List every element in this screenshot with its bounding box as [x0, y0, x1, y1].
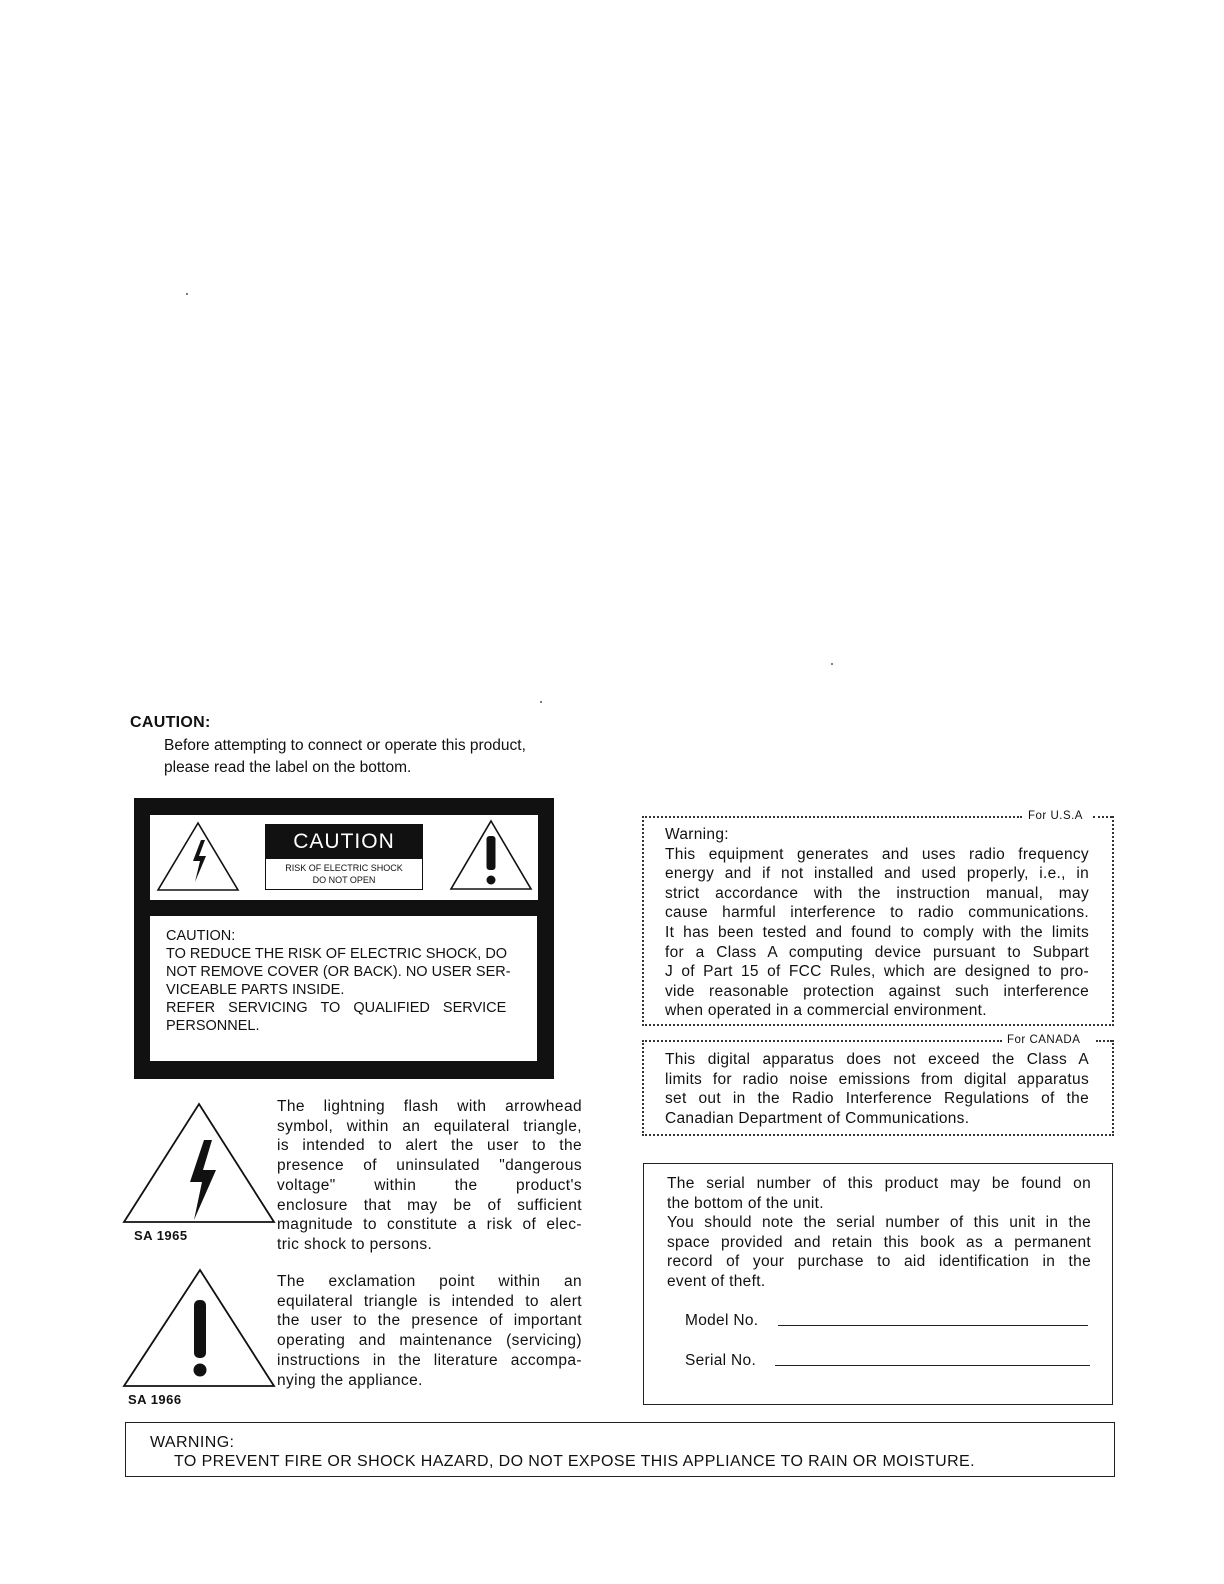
description-line: operating and maintenance (servicing): [277, 1332, 582, 1350]
notice-line: for a Class A computing device pursuant to Subpart: [665, 943, 1089, 961]
serial-text-line: the bottom of the unit.: [667, 1194, 824, 1212]
label-text-line: PERSONNEL.: [166, 1018, 260, 1034]
canada-tag: For CANADA: [1004, 1034, 1083, 1046]
caution-badge-line: RISK OF ELECTRIC SHOCK: [285, 863, 403, 873]
description-line: symbol, within an equilateral triangle,: [277, 1117, 582, 1135]
dotted-border: [1096, 1040, 1112, 1042]
model-number-field: [778, 1325, 1088, 1326]
usa-tag: For U.S.A: [1025, 810, 1086, 822]
label-text-line: TO REDUCE THE RISK OF ELECTRIC SHOCK, DO: [166, 946, 508, 962]
caution-badge: [265, 824, 423, 890]
top-caution-text-line: Before attempting to connect or operate this product,: [164, 737, 526, 754]
canada-notice-text: [665, 1050, 1089, 1128]
label-text-line: CAUTION:: [166, 928, 236, 944]
usa-notice-text: [665, 825, 1089, 1021]
dotted-border: [642, 816, 1022, 818]
notice-line: Warning:: [665, 826, 729, 843]
serial-number-label: Serial No.: [685, 1352, 757, 1369]
serial-text-line: event of theft.: [667, 1272, 766, 1290]
caution-label-text: [166, 927, 524, 1035]
notice-line: This equipment generates and uses radio frequency: [665, 845, 1089, 863]
top-caution-title: CAUTION:: [130, 714, 211, 731]
serial-text-line: space provided and retain this book as a permanent: [667, 1233, 1091, 1251]
description-line: The lightning flash with arrowhead: [277, 1098, 582, 1115]
notice-line: strict accordance with the instruction manual, may: [665, 884, 1089, 902]
description-line: the user to the presence of important: [277, 1312, 582, 1330]
serial-text-line: The serial number of this product may be found on: [667, 1175, 1091, 1192]
notice-line: energy and if not installed and used properly, i.e., in: [665, 865, 1089, 883]
scan-speck: [831, 663, 833, 665]
warning-title: WARNING:: [150, 1434, 235, 1451]
exclamation-symbol-icon: [118, 1266, 278, 1392]
dotted-border: [1093, 816, 1112, 818]
serial-text-line: You should note the serial number of this unit in the: [667, 1214, 1091, 1232]
description-line: equilateral triangle is intended to alert: [277, 1292, 582, 1310]
top-caution-text-line: please read the label on the bottom.: [164, 759, 412, 776]
description-line: voltage" within the product's: [277, 1176, 582, 1194]
notice-line: It has been tested and found to comply with the limits: [665, 923, 1089, 941]
notice-line: J of Part 15 of FCC Rules, which are designed to pro-: [665, 963, 1089, 981]
warning-text: TO PREVENT FIRE OR SHOCK HAZARD, DO NOT EXPOSE THIS APPLIANCE TO RAIN OR MOISTURE.: [174, 1453, 975, 1470]
serial-number-field: [775, 1365, 1090, 1366]
dotted-border: [642, 1040, 1002, 1042]
notice-line: vide reasonable protection against such interference: [665, 982, 1089, 1000]
lightning-symbol-code: SA 1965: [134, 1228, 188, 1243]
notice-line: This digital apparatus does not exceed the Class A: [665, 1051, 1089, 1068]
notice-line: when operated in a commercial environment.: [665, 1002, 987, 1020]
label-text-line: REFER SERVICING TO QUALIFIED SERVICE: [166, 1000, 507, 1016]
caution-badge-line: DO NOT OPEN: [312, 875, 376, 885]
description-line: tric shock to persons.: [277, 1235, 433, 1253]
exclamation-symbol-description: [277, 1272, 582, 1390]
notice-line: set out in the Radio Interference Regulations of the: [665, 1090, 1089, 1108]
serial-number-text: [667, 1174, 1091, 1292]
notice-line: Canadian Department of Communications.: [665, 1109, 970, 1127]
model-number-label: Model No.: [685, 1312, 759, 1329]
description-line: The exclamation point within an: [277, 1273, 582, 1290]
scan-speck: [540, 701, 542, 703]
caution-badge-head: CAUTION: [266, 825, 422, 859]
exclamation-triangle-icon: [448, 818, 534, 892]
description-line: magnitude to constitute a risk of elec-: [277, 1216, 582, 1234]
serial-text-line: record of your purchase to aid identification in the: [667, 1253, 1091, 1271]
notice-line: limits for radio noise emissions from digital apparatus: [665, 1070, 1089, 1088]
lightning-symbol-description: [277, 1097, 582, 1255]
notice-line: cause harmful interference to radio communications.: [665, 904, 1089, 922]
label-text-line: VICEABLE PARTS INSIDE.: [166, 982, 345, 998]
description-line: enclosure that may be of sufficient: [277, 1196, 582, 1214]
description-line: is intended to alert the user to the: [277, 1137, 582, 1155]
description-line: instructions in the literature accompa-: [277, 1351, 582, 1369]
label-text-line: NOT REMOVE COVER (OR BACK). NO USER SER-: [166, 964, 511, 980]
description-line: presence of uninsulated "dangerous: [277, 1157, 582, 1175]
lightning-symbol-icon: [120, 1100, 280, 1228]
lightning-triangle-icon: [155, 820, 241, 892]
scan-speck: [186, 293, 188, 295]
description-line: nying the appliance.: [277, 1371, 423, 1389]
exclamation-symbol-code: SA 1966: [128, 1392, 182, 1407]
